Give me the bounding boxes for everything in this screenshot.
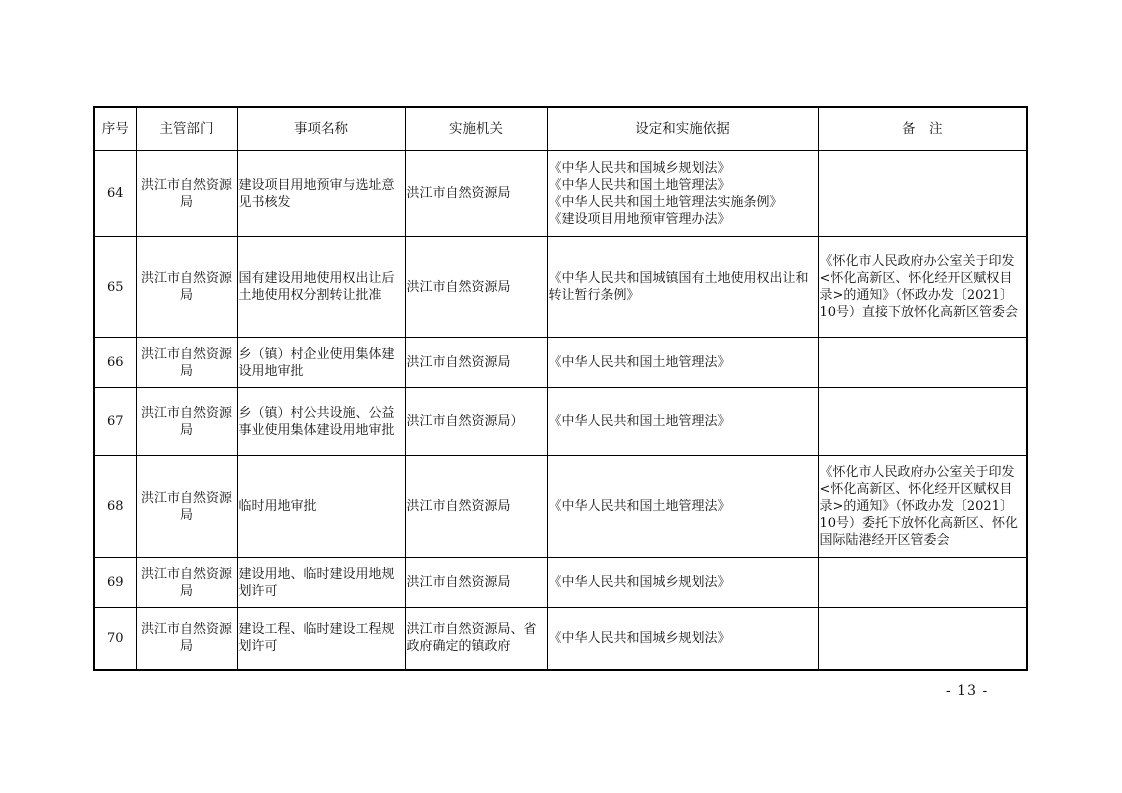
table-row bbox=[94, 608, 1027, 670]
basis-law: 《建设项目用地预审管理办法》 bbox=[548, 211, 731, 227]
row-basis bbox=[547, 151, 818, 237]
row-seq: 68 bbox=[94, 456, 136, 558]
row-agency: 洪江市自然资源局、省政府确定的镇政府 bbox=[405, 608, 547, 670]
row-seq: 70 bbox=[94, 608, 136, 670]
row-dept: 洪江市自然资源局 bbox=[136, 338, 237, 388]
row-seq: 65 bbox=[94, 237, 136, 338]
row-seq: 66 bbox=[94, 338, 136, 388]
row-dept: 洪江市自然资源局 bbox=[136, 456, 237, 558]
header-item: 事项名称 bbox=[237, 107, 405, 151]
row-basis bbox=[547, 237, 818, 338]
header-seq: 序号 bbox=[94, 107, 136, 151]
row-item: 乡（镇）村公共设施、公益事业使用集体建设用地审批 bbox=[237, 388, 405, 456]
basis-law: 《中华人民共和国土地管理法》 bbox=[548, 355, 731, 370]
table-row bbox=[94, 151, 1027, 237]
row-dept: 洪江市自然资源局 bbox=[136, 558, 237, 608]
header-dept: 主管部门 bbox=[136, 107, 237, 151]
row-basis bbox=[547, 456, 818, 558]
basis-law: 《中华人民共和国土地管理法》 bbox=[548, 499, 731, 514]
row-dept: 洪江市自然资源局 bbox=[136, 608, 237, 670]
basis-law: 《中华人民共和国土地管理法》 bbox=[548, 177, 731, 193]
table-row bbox=[94, 388, 1027, 456]
row-item: 建设用地、临时建设用地规划许可 bbox=[237, 558, 405, 608]
basis-law: 《中华人民共和国城镇国有土地使用权出让和转让暂行条例》 bbox=[548, 271, 809, 303]
basis-law: 《中华人民共和国土地管理法实施条例》 bbox=[548, 194, 783, 210]
basis-law: 《中华人民共和国城乡规划法》 bbox=[548, 575, 731, 590]
table-row bbox=[94, 237, 1027, 338]
basis-law: 《中华人民共和国城乡规划法》 bbox=[548, 160, 731, 176]
row-remark: 《怀化市人民政府办公室关于印发<怀化高新区、怀化经开区赋权目录>的通知》（怀政办发〔2021〕10号）委托下放怀化高新区、怀化国际陆港经开区管委会 bbox=[818, 456, 1027, 558]
row-remark bbox=[818, 338, 1027, 388]
header-agency: 实施机关 bbox=[405, 107, 547, 151]
row-dept: 洪江市自然资源局 bbox=[136, 388, 237, 456]
table-row bbox=[94, 456, 1027, 558]
row-item: 国有建设用地使用权出让后土地使用权分割转让批准 bbox=[237, 237, 405, 338]
items-table bbox=[93, 106, 1028, 671]
row-agency: 洪江市自然资源局 bbox=[405, 237, 547, 338]
row-item: 临时用地审批 bbox=[237, 456, 405, 558]
row-basis bbox=[547, 338, 818, 388]
row-dept: 洪江市自然资源局 bbox=[136, 237, 237, 338]
row-agency: 洪江市自然资源局 bbox=[405, 558, 547, 608]
row-remark bbox=[818, 558, 1027, 608]
page-number: - 13 - bbox=[946, 683, 989, 699]
row-basis bbox=[547, 558, 818, 608]
row-agency: 洪江市自然资源局） bbox=[405, 388, 547, 456]
header-remark: 备 注 bbox=[818, 107, 1027, 151]
header-basis: 设定和实施依据 bbox=[547, 107, 818, 151]
table-header-row bbox=[94, 107, 1027, 151]
basis-law: 《中华人民共和国土地管理法》 bbox=[548, 414, 731, 429]
row-dept: 洪江市自然资源局 bbox=[136, 151, 237, 237]
basis-law: 《中华人民共和国城乡规划法》 bbox=[548, 630, 731, 646]
row-basis bbox=[547, 388, 818, 456]
row-seq: 67 bbox=[94, 388, 136, 456]
row-agency: 洪江市自然资源局 bbox=[405, 151, 547, 237]
row-item: 乡（镇）村企业使用集体建设用地审批 bbox=[237, 338, 405, 388]
row-remark: 《怀化市人民政府办公室关于印发<怀化高新区、怀化经开区赋权目录>的通知》（怀政办发〔2021〕10号）直接下放怀化高新区管委会 bbox=[818, 237, 1027, 338]
row-item: 建设项目用地预审与选址意见书核发 bbox=[237, 151, 405, 237]
row-item: 建设工程、临时建设工程规划许可 bbox=[237, 608, 405, 670]
row-remark bbox=[818, 151, 1027, 237]
table-row bbox=[94, 558, 1027, 608]
row-basis bbox=[547, 608, 818, 670]
row-seq: 64 bbox=[94, 151, 136, 237]
row-agency: 洪江市自然资源局 bbox=[405, 338, 547, 388]
row-remark bbox=[818, 608, 1027, 670]
row-remark bbox=[818, 388, 1027, 456]
row-agency: 洪江市自然资源局 bbox=[405, 456, 547, 558]
table-row bbox=[94, 338, 1027, 388]
row-seq: 69 bbox=[94, 558, 136, 608]
